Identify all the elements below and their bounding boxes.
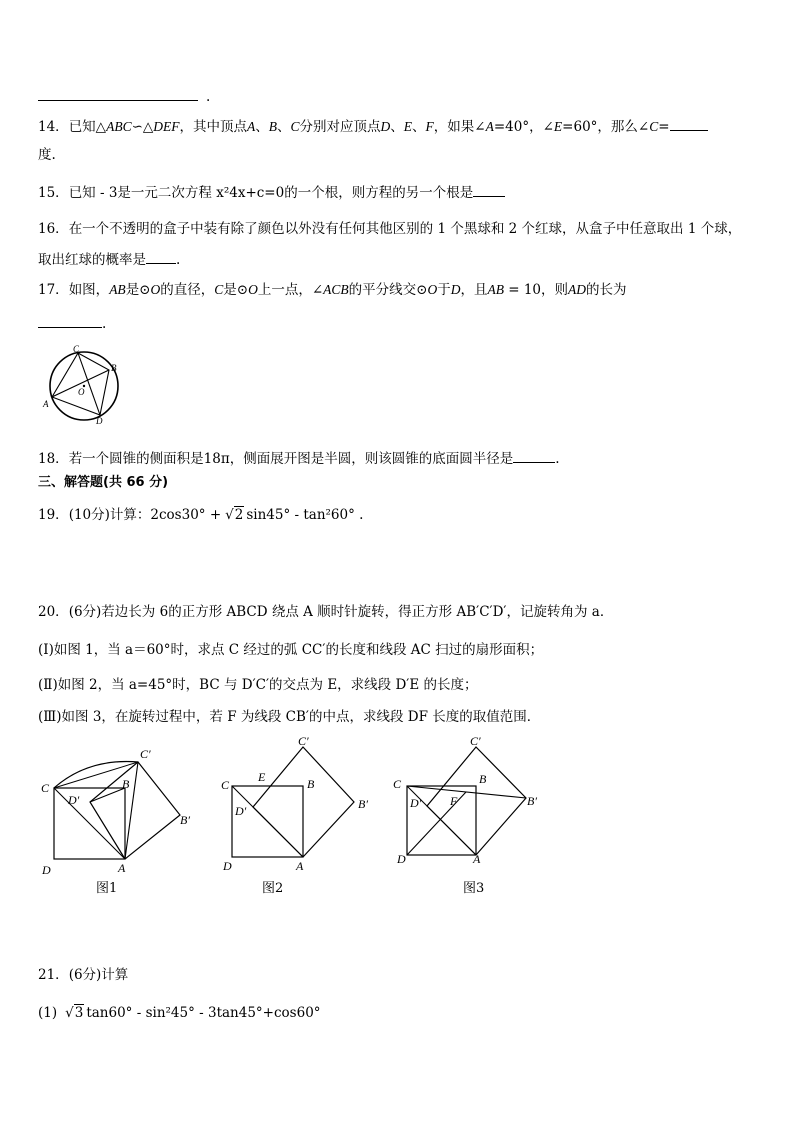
f3-label-bp: B′ <box>527 794 537 808</box>
rotated-square <box>90 762 180 859</box>
section-heading: 三、解答题(共 66 分) <box>38 475 169 490</box>
line-ac-diag <box>232 786 303 857</box>
f2-label-b: B <box>307 777 315 791</box>
f3-label-f: F <box>450 794 458 808</box>
f1-label-c: C <box>41 781 50 795</box>
question-20: 20．(6分)若边长为 6的正方形 ABCD 绕点 A 顺时针旋转，得正方形 AB′C′D′，记旋转角为 a． <box>38 604 614 620</box>
question-18: 18．若一个圆锥的侧面积是18π，侧面展开图是半圆，则该圆锥的底面圆半径是 . <box>38 448 560 468</box>
label-o: O <box>78 387 85 397</box>
question-14-unit: 度. <box>38 147 56 163</box>
bisector-cd <box>78 353 100 415</box>
question-21-part1: (1) √3 tan60° - sin²45° - 3tan45°+cos60° <box>38 1005 321 1021</box>
f2-label-dp: D′ <box>235 804 247 818</box>
f2-label-a: A <box>296 859 304 873</box>
line-bd <box>90 788 125 802</box>
figure-1 <box>38 740 208 880</box>
label-d: D <box>96 416 103 426</box>
label-c: C <box>73 344 80 354</box>
question-14: 14．已知△ABC∽△DEF，其中顶点A、B、C分别对应顶点D、E、F，如果∠A=40°，∠E=60°，那么∠C= <box>38 116 708 136</box>
f1-label-d: D <box>42 863 51 877</box>
line-ac <box>54 788 125 859</box>
question-20-part3: (Ⅲ)如图 3，在旋转过程中，若 F 为线段 CB′的中点，求线段 DF 长度的取值范围． <box>38 709 541 725</box>
figure-2 <box>218 733 378 878</box>
f2-label-d: D <box>223 859 232 873</box>
f3-label-c: C <box>393 777 402 791</box>
question-21: 21．(6分)计算 <box>38 967 129 983</box>
label-b: B <box>111 363 117 373</box>
figure-17-circle <box>40 343 130 427</box>
f1-label-b: B <box>122 777 130 791</box>
f3-label-d: D <box>397 852 406 866</box>
question-16-line2: 取出红球的概率是 . <box>38 249 180 269</box>
top-blank-line: . <box>38 86 210 106</box>
figure-2-caption: 图2 <box>262 881 284 896</box>
question-20-part1: (I)如图 1，当 a＝60°时，求点 C 经过的弧 CC′的长度和线段 AC 扫过的扇形面积； <box>38 642 544 658</box>
f3-label-a: A <box>473 852 481 866</box>
question-15: 15．已知 - 3是一元二次方程 x²4x+c=0的一个根，则方程的另一个根是 <box>38 182 505 202</box>
f2-label-bp: B′ <box>358 797 368 811</box>
question-20-part2: (Ⅱ)如图 2，当 a=45°时，BC 与 D′C′的交点为 E，求线段 D′E 的长度； <box>38 677 478 693</box>
f3-label-b: B <box>479 772 487 786</box>
f1-label-dp: D′ <box>68 793 80 807</box>
question-16: 16．在一个不透明的盒子中装有除了颜色以外没有任何其他区别的 1 个黑球和 2 个红球，从盒子中任意取出 1 个球， <box>38 221 742 237</box>
f2-label-c: C <box>221 778 230 792</box>
f1-label-cp: C′ <box>140 747 151 761</box>
f2-label-cp: C′ <box>298 734 309 748</box>
f3-label-dp: D′ <box>410 796 422 810</box>
figure-3 <box>390 733 550 873</box>
figure-3-caption: 图3 <box>463 881 485 896</box>
f1-label-a: A <box>118 861 126 875</box>
f3-label-cp: C′ <box>470 734 481 748</box>
figure-1-caption: 图1 <box>96 881 118 896</box>
line-cb-prime <box>407 786 526 798</box>
f1-label-bp: B′ <box>180 813 190 827</box>
question-19: 19．(10分)计算：2cos30° + √2 sin45° - tan²60° . <box>38 507 364 523</box>
label-a: A <box>43 399 49 409</box>
f2-label-e: E <box>258 770 266 784</box>
question-17: 17．如图，AB是⊙O的直径，C是⊙O上一点，∠ACB的平分线交⊙O于D，且AB = 10，则AD的长为 <box>38 282 627 298</box>
question-17-blank: . <box>38 313 106 333</box>
